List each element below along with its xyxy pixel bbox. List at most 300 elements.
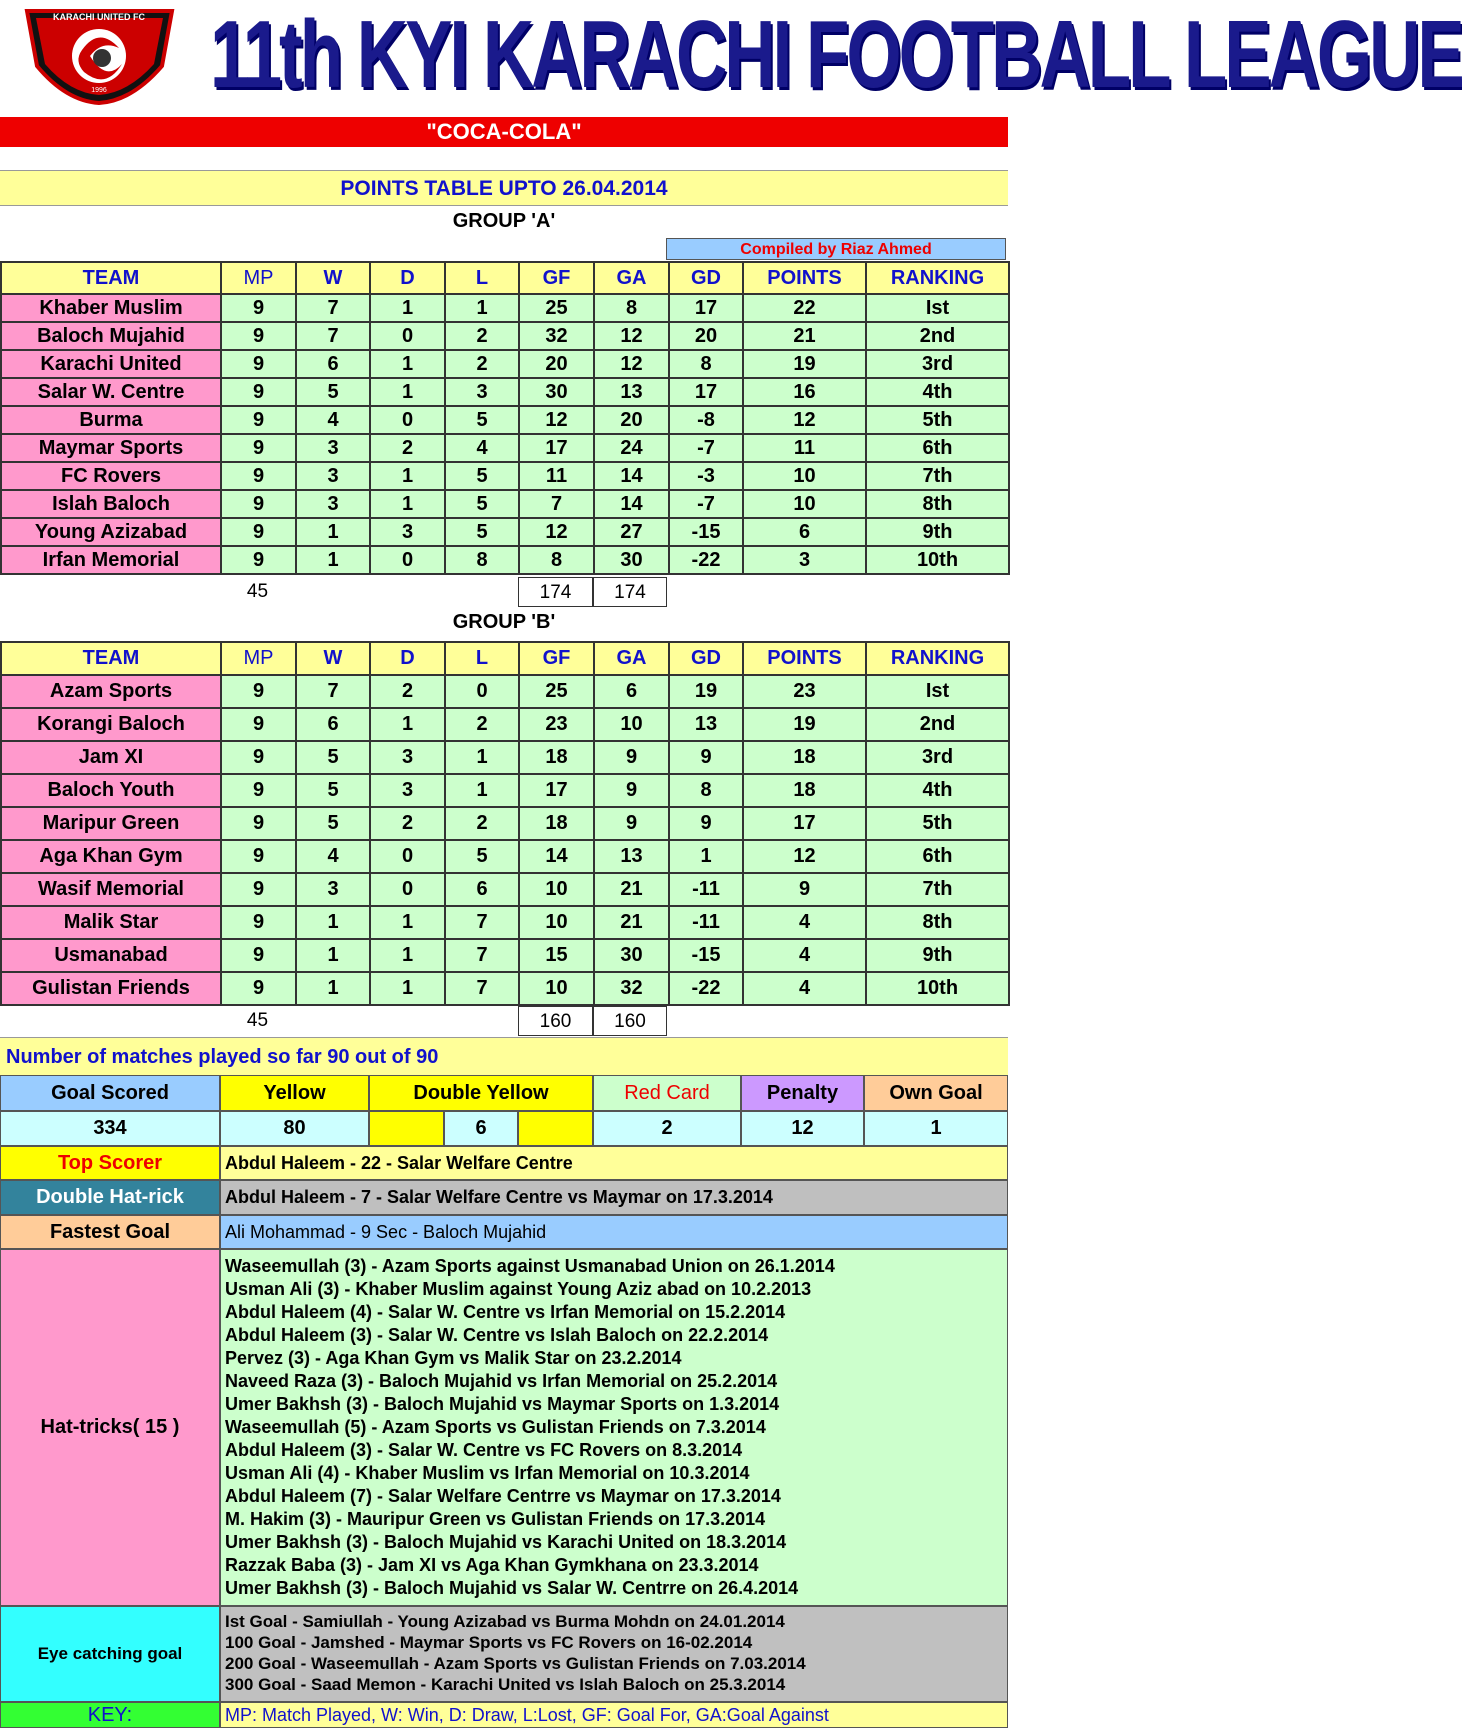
table-cell: 12 bbox=[519, 518, 594, 546]
table-cell: 21 bbox=[594, 906, 669, 939]
team-name: Aga Khan Gym bbox=[1, 840, 221, 873]
table-cell: 3rd bbox=[866, 741, 1009, 774]
table-cell: 1 bbox=[296, 906, 370, 939]
table-cell: 20 bbox=[594, 406, 669, 434]
table-cell: 18 bbox=[519, 807, 594, 840]
double-yellow-label: Double Yellow bbox=[369, 1075, 593, 1111]
table-cell: 4 bbox=[296, 840, 370, 873]
table-cell: 25 bbox=[519, 294, 594, 322]
compiled-by: Compiled by Riaz Ahmed bbox=[666, 238, 1006, 260]
table-cell: 30 bbox=[519, 378, 594, 406]
fastest-goal-label: Fastest Goal bbox=[0, 1215, 220, 1249]
table-cell: 9 bbox=[221, 840, 296, 873]
table-cell: 22 bbox=[743, 294, 866, 322]
column-header: MP bbox=[221, 642, 296, 675]
table-cell: 12 bbox=[743, 406, 866, 434]
table-cell: 23 bbox=[743, 675, 866, 708]
list-item: M. Hakim (3) - Mauripur Green vs Gulistan Friends on 17.3.2014 bbox=[225, 1509, 766, 1529]
table-cell: 9 bbox=[221, 294, 296, 322]
table-cell: 9 bbox=[221, 378, 296, 406]
table-cell: 13 bbox=[594, 378, 669, 406]
list-item: 200 Goal - Waseemullah - Azam Sports vs Gulistan Friends on 7.03.2014 bbox=[225, 1654, 806, 1673]
table-cell: 9 bbox=[221, 546, 296, 574]
goal-scored-label: Goal Scored bbox=[0, 1075, 220, 1111]
list-item: Abdul Haleem (3) - Salar W. Centre vs FC Rovers on 8.3.2014 bbox=[225, 1440, 743, 1460]
table-cell: 9 bbox=[221, 774, 296, 807]
column-header: L bbox=[445, 262, 519, 294]
table-cell: 17 bbox=[669, 378, 743, 406]
table-cell: 30 bbox=[594, 546, 669, 574]
table-row bbox=[1, 490, 1009, 518]
table-cell: 18 bbox=[743, 741, 866, 774]
team-name: Baloch Youth bbox=[1, 774, 221, 807]
double-yellow-left-cell bbox=[369, 1111, 444, 1146]
table-row bbox=[1, 939, 1009, 972]
table-cell: 11 bbox=[743, 434, 866, 462]
table-cell: 5 bbox=[296, 774, 370, 807]
table-cell: 1 bbox=[370, 972, 445, 1005]
table-cell: 9 bbox=[221, 807, 296, 840]
table-cell: 32 bbox=[594, 972, 669, 1005]
list-item: Ist Goal - Samiullah - Young Azizabad vs Burma Mohdn on 24.01.2014 bbox=[225, 1612, 785, 1631]
team-name: Islah Baloch bbox=[1, 490, 221, 518]
table-cell: 1 bbox=[370, 906, 445, 939]
table-cell: Ist bbox=[866, 294, 1009, 322]
team-name: Burma bbox=[1, 406, 221, 434]
column-header: TEAM bbox=[1, 642, 221, 675]
top-scorer-label: Top Scorer bbox=[0, 1146, 220, 1180]
table-cell: 1 bbox=[370, 708, 445, 741]
column-header: RANKING bbox=[866, 642, 1009, 675]
team-name: Malik Star bbox=[1, 906, 221, 939]
table-cell: 4 bbox=[743, 939, 866, 972]
table-cell: 7 bbox=[296, 322, 370, 350]
list-item: Waseemullah (3) - Azam Sports against Usmanabad Union on 26.1.2014 bbox=[225, 1256, 835, 1276]
table-row bbox=[1, 840, 1009, 873]
total-gf: 160 bbox=[518, 1006, 593, 1036]
group-a-table bbox=[0, 261, 1010, 575]
table-row bbox=[1, 406, 1009, 434]
yellow-value: 80 bbox=[220, 1111, 369, 1146]
table-cell: -15 bbox=[669, 939, 743, 972]
table-cell: 9 bbox=[221, 350, 296, 378]
table-cell: -8 bbox=[669, 406, 743, 434]
matches-played: Number of matches played so far 90 out of 90 bbox=[0, 1037, 1008, 1075]
list-item: Usman Ali (3) - Khaber Muslim against Young Aziz abad on 10.2.2013 bbox=[225, 1279, 812, 1299]
table-cell: 9 bbox=[221, 322, 296, 350]
table-cell: 2nd bbox=[866, 708, 1009, 741]
table-cell: 1 bbox=[370, 490, 445, 518]
table-row bbox=[1, 807, 1009, 840]
list-item: Pervez (3) - Aga Khan Gym vs Malik Star on 23.2.2014 bbox=[225, 1348, 682, 1368]
list-item: 300 Goal - Saad Memon - Karachi United vs Islah Baloch on 25.3.2014 bbox=[225, 1675, 786, 1694]
table-cell: -22 bbox=[669, 972, 743, 1005]
table-cell: 5 bbox=[445, 462, 519, 490]
list-item: Razzak Baba (3) - Jam XI vs Aga Khan Gymkhana on 23.3.2014 bbox=[225, 1555, 759, 1575]
table-cell: 9 bbox=[221, 462, 296, 490]
table-cell: 10th bbox=[866, 972, 1009, 1005]
table-cell: 0 bbox=[370, 840, 445, 873]
table-cell: 1 bbox=[370, 378, 445, 406]
column-header: W bbox=[296, 262, 370, 294]
table-cell: 5th bbox=[866, 406, 1009, 434]
double-yellow-right-cell bbox=[518, 1111, 593, 1146]
total-mp: 45 bbox=[246, 1010, 269, 1031]
column-header: D bbox=[370, 642, 445, 675]
table-row bbox=[1, 546, 1009, 574]
table-cell: 10 bbox=[743, 462, 866, 490]
table-cell: 10 bbox=[519, 972, 594, 1005]
double-yellow-value: 6 bbox=[444, 1111, 518, 1146]
list-item: Umer Bakhsh (3) - Baloch Mujahid vs Maymar Sports on 1.3.2014 bbox=[225, 1394, 780, 1414]
table-cell: 20 bbox=[669, 322, 743, 350]
table-cell: 6th bbox=[866, 434, 1009, 462]
table-cell: 1 bbox=[370, 294, 445, 322]
table-cell: 8 bbox=[594, 294, 669, 322]
table-row bbox=[1, 518, 1009, 546]
table-cell: 4 bbox=[445, 434, 519, 462]
list-item: Umer Bakhsh (3) - Baloch Mujahid vs Karachi United on 18.3.2014 bbox=[225, 1532, 787, 1552]
table-cell: 2 bbox=[445, 708, 519, 741]
table-cell: 9 bbox=[221, 939, 296, 972]
list-item: 100 Goal - Jamshed - Maymar Sports vs FC Rovers on 16-02.2014 bbox=[225, 1633, 753, 1652]
table-cell: 0 bbox=[445, 675, 519, 708]
table-cell: 6 bbox=[594, 675, 669, 708]
column-header: W bbox=[296, 642, 370, 675]
table-cell: 1 bbox=[296, 939, 370, 972]
table-cell: 18 bbox=[519, 741, 594, 774]
table-row bbox=[1, 350, 1009, 378]
own-goal-value: 1 bbox=[864, 1111, 1008, 1146]
table-cell: 0 bbox=[370, 873, 445, 906]
table-cell: 3 bbox=[296, 462, 370, 490]
total-mp: 45 bbox=[246, 581, 269, 602]
table-cell: 9 bbox=[221, 490, 296, 518]
table-cell: 6 bbox=[296, 350, 370, 378]
column-header: GD bbox=[669, 262, 743, 294]
red-card-value: 2 bbox=[593, 1111, 741, 1146]
total-ga: 174 bbox=[593, 577, 667, 607]
table-cell: 1 bbox=[296, 546, 370, 574]
table-cell: 2 bbox=[370, 675, 445, 708]
table-cell: 10 bbox=[743, 490, 866, 518]
team-name: Karachi United bbox=[1, 350, 221, 378]
table-cell: 13 bbox=[669, 708, 743, 741]
table-cell: 7 bbox=[445, 939, 519, 972]
table-cell: 3 bbox=[370, 774, 445, 807]
table-cell: -7 bbox=[669, 434, 743, 462]
table-cell: 19 bbox=[669, 675, 743, 708]
table-cell: 4th bbox=[866, 378, 1009, 406]
table-cell: 13 bbox=[594, 840, 669, 873]
table-cell: 24 bbox=[594, 434, 669, 462]
table-cell: 9 bbox=[221, 675, 296, 708]
column-header: GA bbox=[594, 642, 669, 675]
table-cell: -11 bbox=[669, 906, 743, 939]
team-name: FC Rovers bbox=[1, 462, 221, 490]
table-cell: 1 bbox=[370, 462, 445, 490]
table-cell: -22 bbox=[669, 546, 743, 574]
table-cell: 1 bbox=[445, 294, 519, 322]
table-cell: 2nd bbox=[866, 322, 1009, 350]
points-table-title: POINTS TABLE UPTO 26.04.2014 bbox=[0, 170, 1008, 206]
table-cell: 15 bbox=[519, 939, 594, 972]
column-header: GF bbox=[519, 642, 594, 675]
table-cell: 14 bbox=[594, 490, 669, 518]
double-hatrick-value: Abdul Haleem - 7 - Salar Welfare Centre vs Maymar on 17.3.2014 bbox=[220, 1180, 1008, 1215]
hattricks-list bbox=[220, 1249, 1008, 1606]
penalty-label: Penalty bbox=[741, 1075, 864, 1111]
team-name: Korangi Baloch bbox=[1, 708, 221, 741]
table-cell: 10 bbox=[594, 708, 669, 741]
table-cell: 12 bbox=[594, 350, 669, 378]
list-item: Abdul Haleem (3) - Salar W. Centre vs Islah Baloch on 22.2.2014 bbox=[225, 1325, 769, 1345]
column-header: GD bbox=[669, 642, 743, 675]
table-cell: 19 bbox=[743, 350, 866, 378]
double-hatrick-label: Double Hat-rick bbox=[0, 1180, 220, 1215]
table-cell: 9 bbox=[221, 406, 296, 434]
red-card-label: Red Card bbox=[593, 1075, 741, 1111]
table-cell: 7 bbox=[445, 972, 519, 1005]
team-name: Usmanabad bbox=[1, 939, 221, 972]
fastest-goal-value: Ali Mohammad - 9 Sec - Baloch Mujahid bbox=[220, 1215, 1008, 1249]
key-label: KEY: bbox=[0, 1702, 220, 1728]
table-cell: 8th bbox=[866, 490, 1009, 518]
table-cell: 18 bbox=[743, 774, 866, 807]
team-name: Gulistan Friends bbox=[1, 972, 221, 1005]
top-scorer-value: Abdul Haleem - 22 - Salar Welfare Centre bbox=[220, 1146, 1008, 1180]
table-cell: 17 bbox=[519, 434, 594, 462]
table-cell: 5 bbox=[445, 490, 519, 518]
table-cell: 23 bbox=[519, 708, 594, 741]
table-cell: 7 bbox=[519, 490, 594, 518]
column-header: TEAM bbox=[1, 262, 221, 294]
table-cell: 9 bbox=[221, 708, 296, 741]
table-cell: 14 bbox=[594, 462, 669, 490]
table-cell: 1 bbox=[669, 840, 743, 873]
total-ga: 160 bbox=[593, 1006, 667, 1036]
group-b-totals bbox=[0, 1006, 1008, 1036]
league-title: 11th KYI KARACHI FOOTBALL LEAGUE bbox=[210, 2, 1462, 109]
table-cell: 9 bbox=[221, 873, 296, 906]
eye-catching-label: Eye catching goal bbox=[0, 1606, 220, 1702]
table-cell: 4 bbox=[743, 906, 866, 939]
table-cell: 11 bbox=[519, 462, 594, 490]
table-cell: -3 bbox=[669, 462, 743, 490]
group-b-title: GROUP 'B' bbox=[452, 611, 556, 633]
column-header: GA bbox=[594, 262, 669, 294]
table-cell: -15 bbox=[669, 518, 743, 546]
team-name: Azam Sports bbox=[1, 675, 221, 708]
table-cell: 3 bbox=[743, 546, 866, 574]
table-cell: 2 bbox=[445, 322, 519, 350]
table-cell: 1 bbox=[445, 774, 519, 807]
table-row bbox=[1, 322, 1009, 350]
table-row bbox=[1, 462, 1009, 490]
table-cell: 2 bbox=[445, 350, 519, 378]
table-cell: 3 bbox=[296, 490, 370, 518]
table-cell: 1 bbox=[370, 350, 445, 378]
table-cell: 30 bbox=[594, 939, 669, 972]
header-row bbox=[1, 262, 1009, 294]
list-item: Abdul Haleem (4) - Salar W. Centre vs Irfan Memorial on 15.2.2014 bbox=[225, 1302, 786, 1322]
table-cell: 17 bbox=[669, 294, 743, 322]
table-cell: 8 bbox=[519, 546, 594, 574]
group-b-table bbox=[0, 641, 1010, 1006]
table-cell: 9th bbox=[866, 518, 1009, 546]
yellow-label: Yellow bbox=[220, 1075, 369, 1111]
table-cell: 6th bbox=[866, 840, 1009, 873]
table-row bbox=[1, 873, 1009, 906]
table-cell: 12 bbox=[743, 840, 866, 873]
column-header: D bbox=[370, 262, 445, 294]
table-cell: 2 bbox=[370, 434, 445, 462]
column-header: RANKING bbox=[866, 262, 1009, 294]
table-cell: 8 bbox=[669, 350, 743, 378]
list-item: Naveed Raza (3) - Baloch Mujahid vs Irfan Memorial on 25.2.2014 bbox=[225, 1371, 778, 1391]
table-cell: 27 bbox=[594, 518, 669, 546]
table-cell: 5th bbox=[866, 807, 1009, 840]
table-cell: 17 bbox=[743, 807, 866, 840]
table-cell: 21 bbox=[743, 322, 866, 350]
list-item: Usman Ali (4) - Khaber Muslim vs Irfan Memorial on 10.3.2014 bbox=[225, 1463, 750, 1483]
table-cell: 16 bbox=[743, 378, 866, 406]
table-cell: 3rd bbox=[866, 350, 1009, 378]
table-cell: 3 bbox=[296, 873, 370, 906]
table-row bbox=[1, 294, 1009, 322]
table-cell: 8 bbox=[445, 546, 519, 574]
table-cell: 0 bbox=[370, 546, 445, 574]
group-a-title: GROUP 'A' bbox=[452, 210, 556, 232]
own-goal-label: Own Goal bbox=[864, 1075, 1008, 1111]
table-cell: 12 bbox=[519, 406, 594, 434]
table-cell: Ist bbox=[866, 675, 1009, 708]
table-cell: 7th bbox=[866, 462, 1009, 490]
group-a-totals bbox=[0, 577, 1008, 607]
table-cell: 10 bbox=[519, 906, 594, 939]
table-cell: 10 bbox=[519, 873, 594, 906]
table-cell: 1 bbox=[296, 518, 370, 546]
table-cell: 5 bbox=[296, 378, 370, 406]
table-row bbox=[1, 906, 1009, 939]
table-cell: 7th bbox=[866, 873, 1009, 906]
table-cell: 9 bbox=[594, 807, 669, 840]
table-row bbox=[1, 741, 1009, 774]
team-name: Young Azizabad bbox=[1, 518, 221, 546]
table-cell: -7 bbox=[669, 490, 743, 518]
column-header: L bbox=[445, 642, 519, 675]
table-cell: 3 bbox=[445, 378, 519, 406]
table-cell: 5 bbox=[296, 807, 370, 840]
table-cell: 3 bbox=[370, 518, 445, 546]
table-cell: 2 bbox=[445, 807, 519, 840]
list-item: Abdul Haleem (7) - Salar Welfare Centrre vs Maymar on 17.3.2014 bbox=[225, 1486, 781, 1506]
table-cell: 9 bbox=[594, 741, 669, 774]
team-name: Maripur Green bbox=[1, 807, 221, 840]
logo-year: 1996 bbox=[91, 87, 107, 94]
table-cell: 19 bbox=[743, 708, 866, 741]
table-cell: 6 bbox=[743, 518, 866, 546]
table-cell: 1 bbox=[370, 939, 445, 972]
table-cell: 12 bbox=[594, 322, 669, 350]
table-cell: 9 bbox=[594, 774, 669, 807]
penalty-value: 12 bbox=[741, 1111, 864, 1146]
table-cell: 9 bbox=[669, 807, 743, 840]
column-header: POINTS bbox=[743, 262, 866, 294]
logo-text: KARACHI UNITED FC bbox=[53, 12, 145, 22]
table-cell: 14 bbox=[519, 840, 594, 873]
list-item: Waseemullah (5) - Azam Sports vs Gulistan Friends on 7.3.2014 bbox=[225, 1417, 766, 1437]
team-name: Salar W. Centre bbox=[1, 378, 221, 406]
table-cell: 6 bbox=[445, 873, 519, 906]
team-name: Khaber Muslim bbox=[1, 294, 221, 322]
table-cell: 0 bbox=[370, 322, 445, 350]
table-cell: 9 bbox=[221, 741, 296, 774]
team-name: Jam XI bbox=[1, 741, 221, 774]
table-cell: 9 bbox=[669, 741, 743, 774]
table-cell: 4 bbox=[743, 972, 866, 1005]
table-cell: 10th bbox=[866, 546, 1009, 574]
table-cell: 9 bbox=[221, 434, 296, 462]
table-cell: 3 bbox=[370, 741, 445, 774]
club-logo bbox=[22, 6, 177, 104]
table-cell: 4 bbox=[296, 406, 370, 434]
table-cell: 8 bbox=[669, 774, 743, 807]
table-cell: 0 bbox=[370, 406, 445, 434]
table-cell: 9 bbox=[221, 906, 296, 939]
table-row bbox=[1, 434, 1009, 462]
table-cell: 3 bbox=[296, 434, 370, 462]
table-cell: 32 bbox=[519, 322, 594, 350]
table-cell: 1 bbox=[445, 741, 519, 774]
table-row bbox=[1, 774, 1009, 807]
table-cell: 9 bbox=[221, 518, 296, 546]
table-cell: 5 bbox=[445, 840, 519, 873]
column-header: GF bbox=[519, 262, 594, 294]
team-name: Baloch Mujahid bbox=[1, 322, 221, 350]
table-cell: 7 bbox=[445, 906, 519, 939]
total-gf: 174 bbox=[518, 577, 593, 607]
table-row bbox=[1, 378, 1009, 406]
table-row bbox=[1, 708, 1009, 741]
table-row bbox=[1, 972, 1009, 1005]
goal-scored-value: 334 bbox=[0, 1111, 220, 1146]
team-name: Irfan Memorial bbox=[1, 546, 221, 574]
hattricks-label: Hat-tricks( 15 ) bbox=[0, 1249, 220, 1606]
sponsor-band: "COCA-COLA" bbox=[0, 117, 1008, 147]
table-cell: 2 bbox=[370, 807, 445, 840]
table-cell: 21 bbox=[594, 873, 669, 906]
table-cell: 5 bbox=[296, 741, 370, 774]
table-cell: 8th bbox=[866, 906, 1009, 939]
team-name: Wasif Memorial bbox=[1, 873, 221, 906]
table-cell: 20 bbox=[519, 350, 594, 378]
table-row bbox=[1, 675, 1009, 708]
table-cell: 9th bbox=[866, 939, 1009, 972]
header bbox=[0, 0, 1462, 115]
table-cell: 5 bbox=[445, 518, 519, 546]
table-cell: -11 bbox=[669, 873, 743, 906]
header-row bbox=[1, 642, 1009, 675]
column-header: MP bbox=[221, 262, 296, 294]
table-cell: 5 bbox=[445, 406, 519, 434]
column-header: POINTS bbox=[743, 642, 866, 675]
list-item: Umer Bakhsh (3) - Baloch Mujahid vs Salar W. Centrre on 26.4.2014 bbox=[225, 1578, 799, 1598]
table-cell: 25 bbox=[519, 675, 594, 708]
table-cell: 4th bbox=[866, 774, 1009, 807]
team-name: Maymar Sports bbox=[1, 434, 221, 462]
table-cell: 7 bbox=[296, 294, 370, 322]
